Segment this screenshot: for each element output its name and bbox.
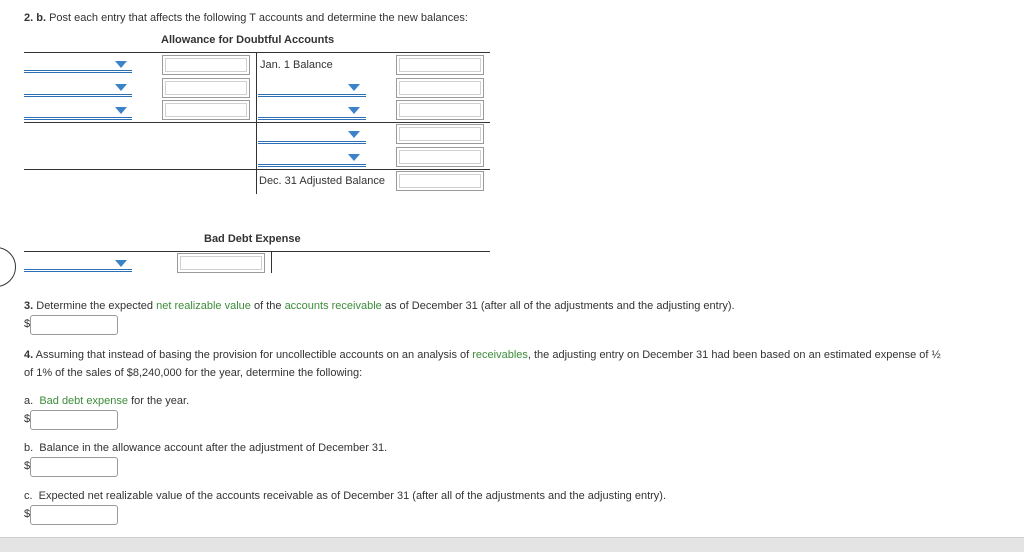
q3-text-mid: of the [253, 300, 282, 312]
allowance-credit-amount-4[interactable] [396, 147, 484, 167]
allowance-debit-amount-3[interactable] [162, 100, 250, 120]
bad-debt-expense-link[interactable]: Bad debt expense [39, 395, 128, 407]
dropdown-caret-icon [348, 154, 360, 161]
q4a-letter: a. [24, 395, 34, 407]
dropdown-caret-icon [115, 260, 127, 267]
dropdown-underline [258, 94, 366, 97]
q4a-label [24, 394, 189, 408]
q3-currency-symbol: $ [24, 318, 31, 330]
dec-31-adjusted-balance-amount[interactable] [396, 171, 484, 191]
circle-icon [0, 247, 16, 287]
dec-31-adjusted-balance-label: Dec. 31 Adjusted Balance [259, 175, 385, 187]
q4b-currency-symbol: $ [24, 460, 31, 472]
accounts-receivable-link[interactable]: accounts receivable [284, 300, 382, 312]
dropdown-underline [24, 94, 132, 97]
q4-text-post: , the adjusting entry on December 31 had been based on an estimated expense of ½ [527, 349, 941, 361]
q3-text-pre: Determine the expected [36, 300, 154, 312]
q2-instruction [24, 11, 468, 25]
dropdown-caret-icon [115, 84, 127, 91]
allowance-credit-amount-3[interactable] [396, 124, 484, 144]
q3-amount-input[interactable] [30, 315, 118, 335]
horizontal-scrollbar[interactable] [0, 537, 1024, 552]
dropdown-caret-icon [348, 131, 360, 138]
dropdown-underline [24, 70, 132, 73]
dropdown-caret-icon [115, 61, 127, 68]
net-realizable-value-link[interactable]: net realizable value [156, 300, 251, 312]
allowance-credit-amount-2[interactable] [396, 100, 484, 120]
q4-text-pre: Assuming that instead of basing the provision for uncollectible accounts on an analysis of [35, 349, 470, 361]
dropdown-underline [258, 117, 366, 120]
bad-debt-center-rule [271, 251, 272, 273]
dropdown-caret-icon [348, 107, 360, 114]
q4a-amount-input[interactable] [30, 410, 118, 430]
allowance-debit-amount-1[interactable] [162, 55, 250, 75]
allowance-credit-amount-1[interactable] [396, 78, 484, 98]
dropdown-underline [258, 141, 366, 144]
allowance-credit-total-rule [24, 169, 490, 170]
q3-instruction [24, 299, 735, 313]
q4c-label: c. Expected net realizable value of the accounts receivable as of December 31 (after all of the adjustments and the adjusting entry). [24, 490, 667, 502]
dropdown-underline [24, 117, 132, 120]
allowance-center-rule [256, 52, 257, 194]
q4a-currency-symbol: $ [24, 413, 31, 425]
bad-debt-expense-title: Bad Debt Expense [204, 233, 301, 245]
q2-text: Post each entry that affects the following T accounts and determine the new balances: [49, 12, 468, 24]
q4-instruction-line1 [24, 348, 941, 362]
bad-debt-top-rule [24, 251, 490, 252]
dropdown-underline [24, 269, 132, 272]
allowance-title: Allowance for Doubtful Accounts [161, 34, 335, 46]
bad-debt-debit-amount[interactable] [177, 253, 265, 273]
q3-number: 3. [24, 300, 34, 312]
jan-1-balance-label: Jan. 1 Balance [260, 59, 333, 71]
allowance-debit-amount-2[interactable] [162, 78, 250, 98]
dropdown-underline [258, 164, 366, 167]
dropdown-caret-icon [348, 84, 360, 91]
q4-number: 4. [24, 349, 34, 361]
allowance-top-rule [24, 52, 490, 53]
jan-1-balance-amount[interactable] [396, 55, 484, 75]
allowance-debit-total-rule [24, 122, 490, 123]
q4c-currency-symbol: $ [24, 508, 31, 520]
q2-number: 2. [24, 12, 34, 24]
q4-instruction-line2: of 1% of the sales of $8,240,000 for the year, determine the following: [24, 367, 363, 379]
q4c-amount-input[interactable] [30, 505, 118, 525]
q4b-amount-input[interactable] [30, 457, 118, 477]
q3-text-post: as of December 31 (after all of the adjustments and the adjusting entry). [384, 300, 735, 312]
q4b-label: b. Balance in the allowance account after the adjustment of December 31. [24, 442, 388, 454]
receivables-link[interactable]: receivables [472, 349, 528, 361]
q4a-text-post: for the year. [131, 395, 190, 407]
q2-letter: b. [36, 12, 47, 24]
dropdown-caret-icon [115, 107, 127, 114]
